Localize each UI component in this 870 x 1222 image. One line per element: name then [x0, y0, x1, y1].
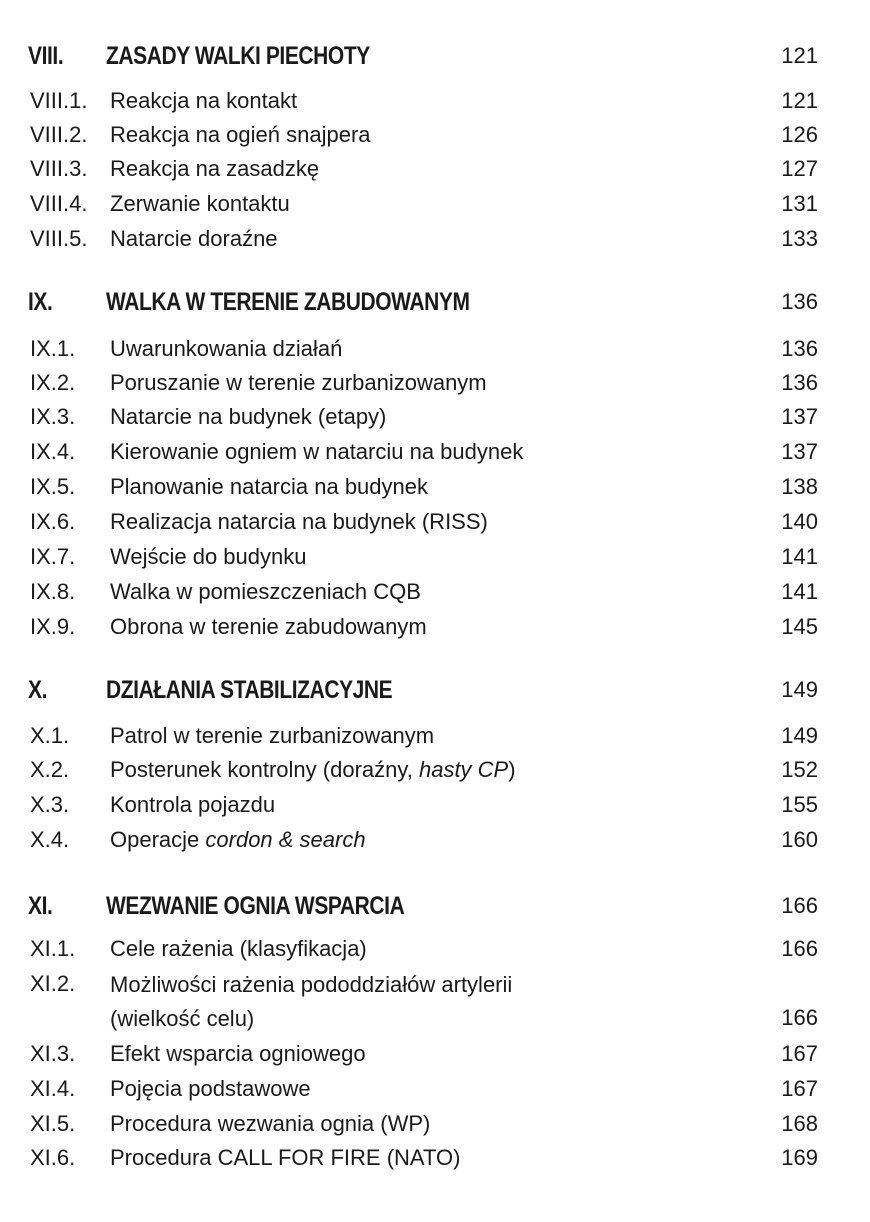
toc-entry	[0, 85, 870, 117]
section-title: Operacje cordon & search	[110, 827, 366, 852]
toc-entry	[0, 1108, 870, 1140]
toc-entry	[0, 471, 870, 503]
section-title: Kierowanie ogniem w natarciu na budynek	[110, 439, 524, 464]
chapter-heading-viii	[0, 40, 870, 72]
chapter-heading-xi	[0, 890, 870, 922]
page-number: 126	[781, 122, 818, 147]
toc-entry	[0, 367, 870, 399]
section-title: Możliwości rażenia pododdziałów artylerii (wielkość celu)	[110, 972, 513, 1031]
section-title: Posterunek kontrolny (doraźny, hasty CP)	[110, 757, 516, 782]
toc-entry	[0, 223, 870, 255]
toc-entry	[0, 541, 870, 573]
toc-entry	[0, 754, 870, 786]
section-number: VIII.5.	[30, 226, 88, 251]
section-number: IX.9.	[30, 614, 76, 639]
section-title: Zerwanie kontaktu	[110, 191, 290, 216]
page-number: 131	[781, 191, 818, 216]
chapter-title: ZASADY WALKI PIECHOTY	[106, 42, 370, 70]
toc-entry	[0, 333, 870, 365]
section-title: Natarcie na budynek (etapy)	[110, 404, 387, 429]
toc-entry	[0, 1038, 870, 1070]
section-number: IX.4.	[30, 439, 76, 464]
section-number: XI.3.	[30, 1041, 76, 1066]
section-title: Walka w pomieszczeniach CQB	[110, 579, 421, 604]
toc-entry	[0, 153, 870, 185]
section-title: Kontrola pojazdu	[110, 792, 276, 817]
page-number: 127	[781, 156, 818, 181]
toc-entry	[0, 506, 870, 538]
chapter-title: WEZWANIE OGNIA WSPARCIA	[106, 892, 405, 920]
section-title: Poruszanie w terenie zurbanizowanym	[110, 370, 487, 395]
chapter-number: VIII.	[28, 42, 64, 70]
page-number: 160	[781, 827, 818, 852]
page-number: 166	[781, 1005, 818, 1030]
toc-entry	[0, 1142, 870, 1174]
section-title: Realizacja natarcia na budynek (RISS)	[110, 509, 488, 534]
chapter-title: DZIAŁANIA STABILIZACYJNE	[106, 676, 393, 704]
page-number: 145	[781, 614, 818, 639]
page-number: 138	[781, 474, 818, 499]
section-number: VIII.2.	[30, 122, 88, 147]
page-number: 121	[781, 88, 818, 113]
page-number: 155	[781, 792, 818, 817]
chapter-title: WALKA W TERENIE ZABUDOWANYM	[106, 288, 470, 316]
section-number: VIII.4.	[30, 191, 88, 216]
chapter-number: IX.	[28, 288, 53, 316]
page-number: 140	[781, 509, 818, 534]
chapter-heading-ix	[0, 286, 870, 318]
section-title: Reakcja na zasadzkę	[110, 156, 320, 181]
section-title: Procedura wezwania ognia (WP)	[110, 1111, 431, 1136]
page-number: 149	[781, 723, 818, 748]
section-number: X.4.	[30, 827, 70, 852]
section-title: Patrol w terenie zurbanizowanym	[110, 723, 435, 748]
section-number: XI.4.	[30, 1076, 76, 1101]
section-number: XI.2.	[30, 971, 76, 996]
section-title: Natarcie doraźne	[110, 226, 278, 251]
toc-entry	[0, 188, 870, 220]
chapter-heading-x	[0, 674, 870, 706]
toc-entry	[0, 720, 870, 752]
section-title: Uwarunkowania działań	[110, 336, 343, 361]
section-number: IX.1.	[30, 336, 76, 361]
section-title: Obrona w terenie zabudowanym	[110, 614, 427, 639]
section-title: Reakcja na kontakt	[110, 88, 298, 113]
toc-entry	[0, 968, 870, 1038]
section-number: VIII.1.	[30, 88, 88, 113]
page-number: 149	[781, 677, 818, 702]
page-number: 133	[781, 226, 818, 251]
page-number: 167	[781, 1076, 818, 1101]
toc-entry	[0, 436, 870, 468]
page-number: 136	[781, 289, 818, 314]
chapter-number: X.	[28, 676, 48, 704]
section-title: Planowanie natarcia na budynek	[110, 474, 429, 499]
section-number: X.2.	[30, 757, 70, 782]
toc-entry	[0, 611, 870, 643]
section-number: IX.6.	[30, 509, 76, 534]
toc-entry	[0, 789, 870, 821]
section-number: X.3.	[30, 792, 70, 817]
page-number: 136	[781, 336, 818, 361]
section-number: X.1.	[30, 723, 70, 748]
section-title: Cele rażenia (klasyfikacja)	[110, 936, 367, 961]
toc-entry	[0, 933, 870, 965]
section-title: Efekt wsparcia ogniowego	[110, 1041, 366, 1066]
section-number: XI.5.	[30, 1111, 76, 1136]
page-number: 167	[781, 1041, 818, 1066]
section-number: IX.5.	[30, 474, 76, 499]
toc-entry	[0, 401, 870, 433]
toc-entry	[0, 119, 870, 151]
page-number: 137	[781, 404, 818, 429]
page-number: 169	[781, 1145, 818, 1170]
section-title: Procedura CALL FOR FIRE (NATO)	[110, 1145, 461, 1170]
chapter-number: XI.	[28, 892, 53, 920]
section-number: XI.6.	[30, 1145, 76, 1170]
section-title: Pojęcia podstawowe	[110, 1076, 311, 1101]
toc-entry	[0, 824, 870, 856]
page-number: 141	[781, 579, 818, 604]
section-title: Wejście do budynku	[110, 544, 307, 569]
page-number: 121	[781, 43, 818, 68]
section-number: IX.7.	[30, 544, 76, 569]
section-title: Reakcja na ogień snajpera	[110, 122, 371, 147]
section-number: IX.3.	[30, 404, 76, 429]
page-number: 136	[781, 370, 818, 395]
page-number: 137	[781, 439, 818, 464]
toc-entry	[0, 1073, 870, 1105]
toc-entry	[0, 576, 870, 608]
section-number: XI.1.	[30, 936, 76, 961]
section-number: IX.2.	[30, 370, 76, 395]
page-number: 141	[781, 544, 818, 569]
page-number: 152	[781, 757, 818, 782]
page-number: 168	[781, 1111, 818, 1136]
page-number: 166	[781, 893, 818, 918]
section-number: IX.8.	[30, 579, 76, 604]
page-number: 166	[781, 936, 818, 961]
section-number: VIII.3.	[30, 156, 88, 181]
